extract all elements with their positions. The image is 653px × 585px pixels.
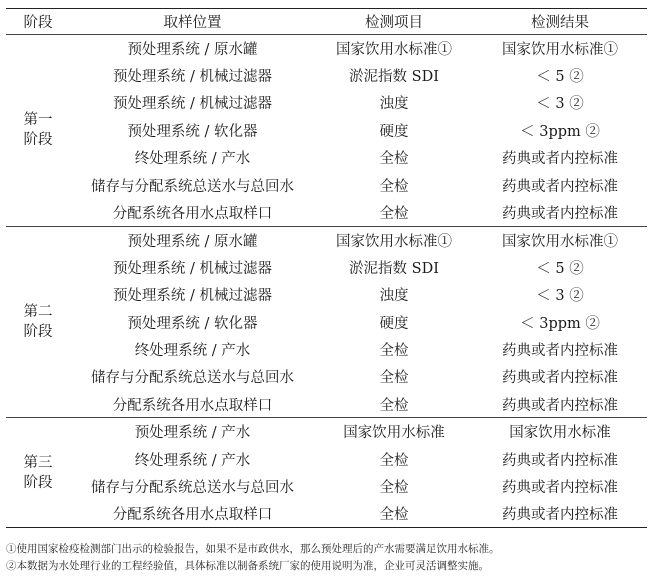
result-cell: 药典或者内控标准 — [473, 199, 647, 226]
location-cell: 预处理系统 / 软化器 — [127, 315, 258, 332]
item-cell: 全检 — [379, 452, 409, 469]
location-cell: 储存与分配系统总送水与总回水 — [91, 178, 294, 195]
stage-label — [6, 35, 70, 227]
location-cell: 预处理系统 / 原水罐 — [127, 41, 258, 58]
stage-label — [6, 226, 70, 418]
stage-label-line2: 阶段 — [23, 474, 53, 491]
item-cell: 国家饮用水标准① — [336, 41, 452, 58]
stage-label-line1: 第一 — [23, 112, 53, 129]
item-cell: 淤泥指数 SDI — [349, 69, 439, 86]
item-cell: 全检 — [379, 342, 409, 359]
sampling-table — [6, 8, 647, 528]
stage-label-line1: 第二 — [23, 304, 53, 321]
result-cell: 药典或者内控标准 — [502, 370, 618, 387]
table-row — [6, 308, 647, 335]
header-row — [6, 9, 647, 35]
table-row — [6, 391, 647, 418]
item-cell: 全检 — [379, 151, 409, 168]
table-row — [6, 363, 647, 390]
location-cell: 储存与分配系统总送水与总回水 — [91, 479, 294, 496]
location-cell: 终处理系统 / 产水 — [134, 342, 251, 359]
table-row — [6, 35, 647, 62]
item-cell: 国家饮用水标准① — [336, 233, 452, 250]
table-row — [6, 418, 647, 445]
item-cell: 全检 — [379, 479, 409, 496]
result-cell: ＜ 3 ② — [536, 96, 584, 113]
footnotes — [6, 541, 647, 575]
stage-group-3 — [6, 418, 647, 528]
location-cell: 预处理系统 / 软化器 — [127, 123, 258, 140]
result-cell: 药典或者内控标准 — [473, 500, 647, 527]
stage-label-line2: 阶段 — [23, 324, 53, 341]
table-row — [6, 445, 647, 472]
item-cell: 全检 — [315, 500, 473, 527]
table-row — [6, 336, 647, 363]
result-cell: 药典或者内控标准 — [502, 479, 618, 496]
result-cell: 药典或者内控标准 — [502, 342, 618, 359]
table-header — [6, 9, 647, 35]
header-location: 取样位置 — [70, 9, 315, 35]
result-cell: ＜ 5 ② — [536, 260, 584, 277]
table-row — [6, 473, 647, 500]
result-cell: 国家饮用水标准① — [502, 233, 618, 250]
stage-group-2 — [6, 226, 647, 418]
item-cell: 淤泥指数 SDI — [349, 260, 439, 277]
result-cell: 药典或者内控标准 — [473, 391, 647, 418]
item-cell: 国家饮用水标准 — [343, 425, 445, 442]
table-row — [6, 226, 647, 253]
location-cell: 预处理系统 / 机械过滤器 — [112, 96, 273, 113]
table-row — [6, 117, 647, 144]
location-cell: 终处理系统 / 产水 — [134, 452, 251, 469]
result-cell: 国家饮用水标准① — [502, 41, 618, 58]
location-cell: 预处理系统 / 原水罐 — [127, 233, 258, 250]
result-cell: 国家饮用水标准 — [509, 425, 611, 442]
footnote-2: ②本数据为水处理行业的工程经验值，具体标准以制备系统厂家的使用说明为准，企业可灵活调整实施。 — [6, 560, 489, 572]
result-cell: ＜ 3 ② — [536, 288, 584, 305]
result-cell: 药典或者内控标准 — [502, 452, 618, 469]
item-cell: 全检 — [315, 199, 473, 226]
header-stage: 阶段 — [6, 9, 70, 35]
result-cell: ＜ 5 ② — [536, 69, 584, 86]
header-item: 检测项目 — [315, 9, 473, 35]
item-cell: 浊度 — [379, 288, 409, 305]
item-cell: 全检 — [315, 391, 473, 418]
stage-label — [6, 418, 70, 528]
header-result: 检测结果 — [473, 9, 647, 35]
table-row — [6, 254, 647, 281]
location-cell: 储存与分配系统总送水与总回水 — [91, 370, 294, 387]
location-cell: 预处理系统 / 机械过滤器 — [112, 260, 273, 277]
stage-label-line1: 第三 — [23, 454, 53, 471]
item-cell: 硬度 — [379, 315, 409, 332]
result-cell: 药典或者内控标准 — [502, 178, 618, 195]
location-cell: 分配系统各用水点取样口 — [70, 500, 315, 527]
location-cell: 预处理系统 / 机械过滤器 — [112, 288, 273, 305]
item-cell: 硬度 — [379, 123, 409, 140]
stage-label-line2: 阶段 — [23, 132, 53, 149]
table-row — [6, 500, 647, 527]
table-row — [6, 62, 647, 89]
table-row — [6, 281, 647, 308]
location-cell: 预处理系统 / 机械过滤器 — [112, 69, 273, 86]
result-cell: ＜ 3ppm ② — [520, 123, 600, 140]
footnote-1: ①使用国家检疫检测部门出示的检验报告，如果不是市政供水，那么预处理后的产水需要满足饮用水标准。 — [6, 543, 500, 555]
table-row — [6, 199, 647, 226]
table-row — [6, 144, 647, 171]
location-cell: 分配系统各用水点取样口 — [70, 391, 315, 418]
stage-group-1 — [6, 35, 647, 227]
table-row — [6, 89, 647, 116]
item-cell: 全检 — [379, 178, 409, 195]
result-cell: 药典或者内控标准 — [502, 151, 618, 168]
location-cell: 预处理系统 / 产水 — [134, 425, 251, 442]
location-cell: 终处理系统 / 产水 — [134, 151, 251, 168]
item-cell: 浊度 — [379, 96, 409, 113]
result-cell: ＜ 3ppm ② — [520, 315, 600, 332]
item-cell: 全检 — [379, 370, 409, 387]
table-row — [6, 171, 647, 198]
location-cell: 分配系统各用水点取样口 — [70, 199, 315, 226]
